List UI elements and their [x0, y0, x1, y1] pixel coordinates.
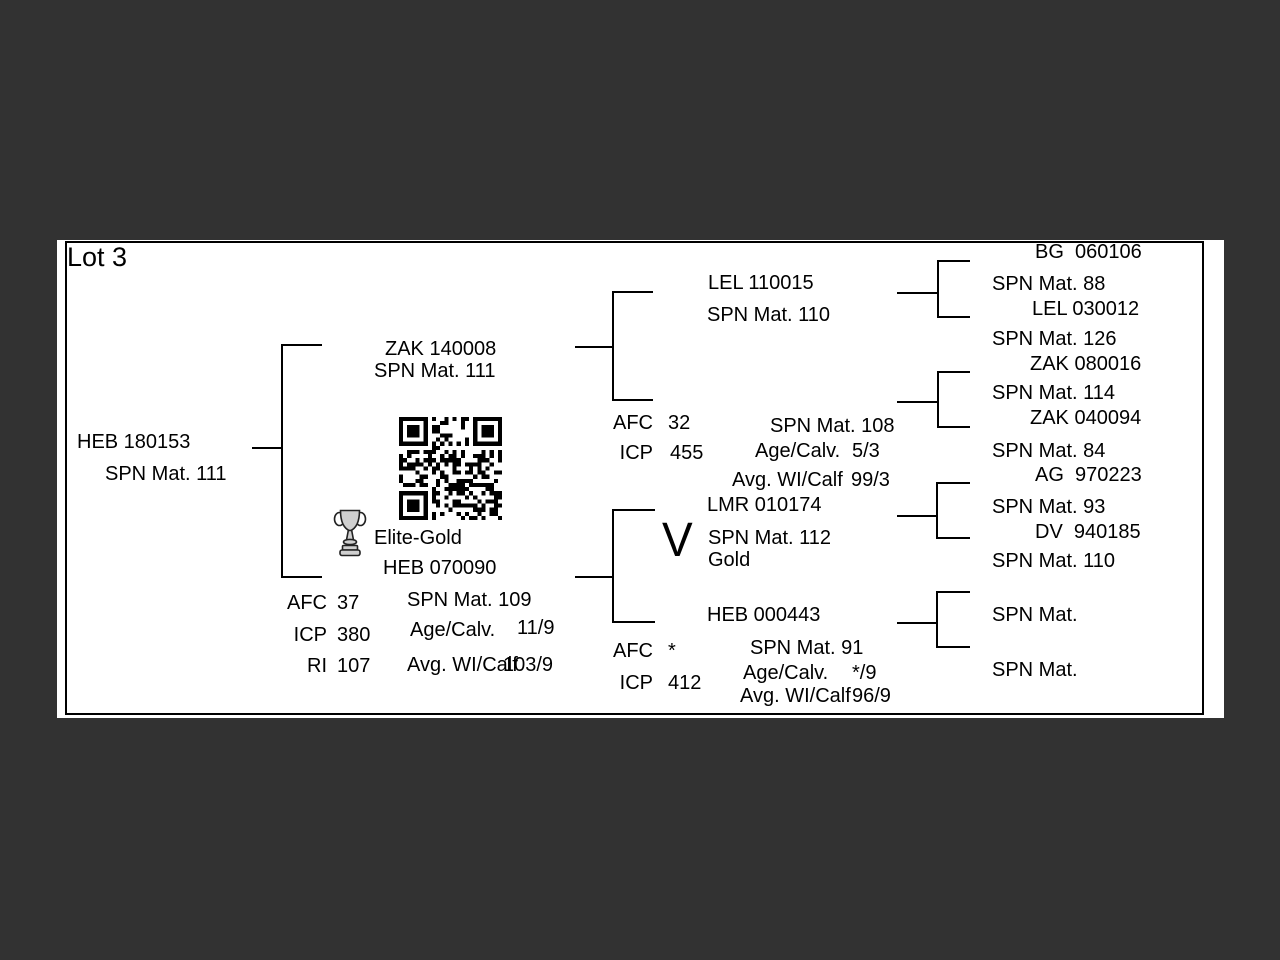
- dam-award-badge: Elite-Gold: [374, 527, 462, 549]
- sire-dam-icp-label: ICP: [619, 442, 653, 464]
- sire-dam-avgwicalf-value: 99/3: [851, 469, 890, 491]
- dam-agecalv-label: Age/Calv.: [410, 619, 496, 641]
- sire-sire-spn: SPN Mat. 110: [707, 304, 831, 326]
- dam-id: HEB 070090: [383, 557, 497, 579]
- sire-spn: SPN Mat. 111: [374, 360, 496, 382]
- dam-dam-avgwicalf-value: 96/9: [852, 685, 891, 707]
- qr-code: [399, 417, 502, 520]
- ancestor-spn: SPN Mat. 126: [992, 328, 1117, 350]
- dam-dam-id: HEB 000443: [707, 604, 821, 626]
- dam-avgwicalf-value: 103/9: [503, 654, 554, 676]
- ancestor-name: AG 970223: [1035, 464, 1142, 486]
- ancestor-name: ZAK 080016: [1030, 353, 1142, 375]
- ancestor-name: LEL 030012: [1032, 298, 1140, 320]
- dam-agecalv-value: 11/9: [517, 617, 555, 639]
- dam-spn: SPN Mat. 109: [407, 589, 532, 611]
- ancestor-spn: SPN Mat.: [992, 659, 1078, 681]
- dam-dam-afc-label: AFC: [613, 640, 653, 662]
- trophy-icon: [333, 507, 367, 557]
- ancestor-spn: SPN Mat. 93: [992, 496, 1106, 518]
- dam-dam-spn: SPN Mat. 91: [750, 637, 864, 659]
- dam-sire-id: LMR 010174: [707, 494, 822, 516]
- dam-ri-value: 107: [337, 655, 371, 677]
- sire-dam-afc-label: AFC: [613, 412, 653, 434]
- dam-dam-avgwicalf-label: Avg. WI/Calf: [740, 685, 851, 707]
- subject-id: HEB 180153: [77, 431, 191, 453]
- dam-sire-spn: SPN Mat. 112: [708, 527, 832, 549]
- sire-dam-agecalv-value: 5/3: [852, 440, 880, 462]
- dam-dam-agecalv-label: Age/Calv.: [743, 662, 829, 684]
- dam-afc-value: 37: [337, 592, 360, 614]
- sire-sire-id: LEL 110015: [708, 272, 814, 294]
- sire-dam-spn: SPN Mat. 108: [770, 415, 895, 437]
- dam-sire-award: Gold: [708, 549, 751, 571]
- sire-dam-icp-value: 455: [670, 442, 704, 464]
- lot-title: Lot 3: [67, 242, 128, 272]
- dam-ri-label: RI: [307, 655, 327, 677]
- ancestor-name: BG 060106: [1035, 241, 1142, 263]
- sire-dam-agecalv-label: Age/Calv.: [755, 440, 841, 462]
- dam-dam-icp-value: 412: [668, 672, 702, 694]
- dam-icp-label: ICP: [293, 624, 327, 646]
- dam-avgwicalf-label: Avg. WI/Calf: [407, 654, 518, 676]
- subject-spn: SPN Mat. 111: [105, 463, 227, 485]
- ancestor-spn: SPN Mat. 110: [992, 550, 1116, 572]
- dam-icp-value: 380: [337, 624, 371, 646]
- ancestor-name: DV 940185: [1035, 521, 1141, 543]
- ancestor-spn: SPN Mat. 88: [992, 273, 1106, 295]
- dam-dam-afc-value: *: [668, 640, 676, 662]
- sire-dam-avgwicalf-label: Avg. WI/Calf: [732, 469, 843, 491]
- sire-id: ZAK 140008: [385, 338, 497, 360]
- dam-dam-icp-label: ICP: [619, 672, 653, 694]
- ancestor-spn: SPN Mat. 114: [992, 382, 1116, 404]
- ancestor-name: ZAK 040094: [1030, 407, 1142, 429]
- sire-dam-afc-value: 32: [668, 412, 691, 434]
- ancestor-spn: SPN Mat. 84: [992, 440, 1106, 462]
- ancestor-spn: SPN Mat.: [992, 604, 1078, 626]
- dam-dam-agecalv-value: */9: [852, 662, 877, 684]
- dam-afc-label: AFC: [287, 592, 327, 614]
- v-brand-mark: V: [662, 511, 693, 567]
